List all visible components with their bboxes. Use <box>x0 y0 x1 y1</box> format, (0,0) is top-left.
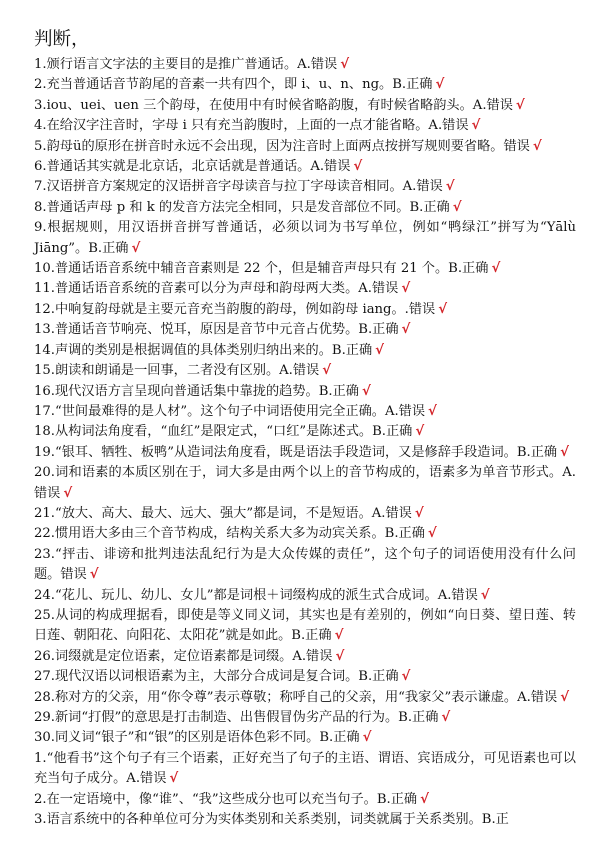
question-text: 5.韵母ü的原形在拼音时永远不会出现，因为注音时上面两点按拼写规则要省略。错误 <box>34 138 530 154</box>
check-mark-icon: √ <box>560 689 570 705</box>
question-text: 2.在一定语境中，像“谁”、“我”这些成分也可以充当句子。B.正确 <box>34 791 418 807</box>
question-item <box>34 259 576 279</box>
question-item <box>34 157 576 177</box>
question-text: 19.“银耳、牺牲、板鸭”从造词法角度看，既是语法手段造词，又是修辞手段造词。B.正确 <box>34 444 558 460</box>
check-mark-icon: √ <box>515 97 525 113</box>
question-item <box>34 708 576 728</box>
question-text: 29.新词“打假”的意思是打击制造、出售假冒伪劣产品的行为。B.正确 <box>34 710 439 725</box>
question-item <box>34 606 576 647</box>
check-mark-icon: √ <box>401 322 411 338</box>
question-list <box>34 55 576 830</box>
check-mark-icon: √ <box>414 505 424 521</box>
question-text: 9.根据规则，用汉语拼音拼写普通话，必须以词为书写单位，例如“鸭绿江”拼写为“Yālù Jiāng”。B.正确 <box>34 220 576 256</box>
question-item <box>34 647 576 667</box>
question-item <box>34 586 576 606</box>
question-item <box>34 422 576 442</box>
check-mark-icon: √ <box>362 730 372 746</box>
check-mark-icon: √ <box>560 444 569 460</box>
check-mark-icon: √ <box>63 485 73 501</box>
question-item <box>34 504 576 524</box>
question-text: 28.称对方的父亲，用“你令尊”表示尊敬；称呼自己的父亲，用“我家父”表示谦虚。A.错误 <box>34 689 558 705</box>
check-mark-icon: √ <box>131 240 141 256</box>
check-mark-icon: √ <box>438 301 448 317</box>
question-item <box>34 361 576 381</box>
question-text: 26.词缀就是定位语素，定位语素都是词缀。A.错误 <box>34 648 333 664</box>
question-text: 8.普通话声母 p 和 k 的发音方法完全相同，只是发音部位不同。B.正确 <box>34 199 450 215</box>
check-mark-icon: √ <box>441 710 451 725</box>
check-mark-icon: √ <box>334 628 344 644</box>
question-text: 1.“他看书”这个句子有三个语素，正好充当了句子的主语、谓语、宾语成分，可见语素也可以充当句子成分。A.错误 <box>34 750 576 787</box>
question-text: 20.词和语素的本质区别在于，词大多是由两个以上的音节构成的，语素多为单音节形式。A.错误 <box>34 465 576 501</box>
question-text: 15.朗读和朗诵是一回事，二者没有区别。A.错误 <box>34 363 320 379</box>
question-item <box>34 279 576 299</box>
check-mark-icon: √ <box>471 118 481 134</box>
question-item <box>34 443 576 463</box>
question-item <box>34 300 576 320</box>
check-mark-icon: √ <box>435 77 445 93</box>
check-mark-icon: √ <box>491 261 501 277</box>
check-mark-icon: √ <box>427 526 437 542</box>
question-item <box>34 137 576 157</box>
check-mark-icon: √ <box>335 648 345 664</box>
question-text: 11.普通话语音系统的音素可以分为声母和韵母两大类。A.错误 <box>34 281 399 297</box>
question-text: 6.普通话其实就是北京话，北京话就是普通话。A.错误 <box>34 159 351 175</box>
question-text: 7.汉语拼音方案规定的汉语拼音字母读音与拉丁字母读音相同。A.错误 <box>34 179 443 195</box>
question-item <box>34 524 576 544</box>
section-title: 判断， <box>34 29 90 50</box>
question-text: 10.普通话语音系统中辅音音素则是 22 个，但是辅音声母只有 21 个。B.正确 <box>34 261 489 277</box>
question-item <box>34 218 576 259</box>
check-mark-icon: √ <box>361 383 371 399</box>
check-mark-icon: √ <box>401 281 411 297</box>
question-text: 3.iou、uei、uen 三个韵母，在使用中有时候省略韵腹，有时候省略韵头。A.错误 <box>34 97 513 113</box>
question-text: 24.“花儿、玩儿、幼儿、女儿”都是词根＋词缀构成的派生式合成词。A.错误 <box>34 587 478 603</box>
question-text: 14.声调的类别是根据调值的具体类别归纳出来的。B.正确 <box>34 342 373 358</box>
question-item <box>34 75 576 95</box>
question-text: 18.从构词法角度看，“血红”是限定式，“口红”是陈述式。B.正确 <box>34 424 413 440</box>
question-item <box>34 667 576 687</box>
question-item <box>34 545 576 586</box>
question-text: 27.现代汉语以词根语素为主，大部分合成词是复合词。B.正确 <box>34 669 399 685</box>
check-mark-icon: √ <box>428 403 437 419</box>
check-mark-icon: √ <box>452 199 462 215</box>
check-mark-icon: √ <box>401 669 411 685</box>
check-mark-icon: √ <box>353 159 363 175</box>
question-text: 30.同义词“银子”和“银”的区别是语体色彩不同。B.正确 <box>34 730 360 746</box>
question-item <box>34 320 576 340</box>
check-mark-icon: √ <box>322 363 332 379</box>
question-item <box>34 463 576 504</box>
question-text: 3.语言系统中的各种单位可分为实体类别和关系类别，词类就属于关系类别。B.正 <box>34 812 509 828</box>
question-item <box>34 382 576 402</box>
question-item <box>34 341 576 361</box>
question-text: 17.“世间最难得的是人材”。这个句子中词语使用完全正确。A.错误 <box>34 403 426 419</box>
question-text: 2.充当普通话音节韵尾的音素一共有四个，即 i、u、n、ng。B.正确 <box>34 77 433 93</box>
check-mark-icon: √ <box>375 342 384 358</box>
question-item <box>34 728 576 748</box>
question-text: 16.现代汉语方言呈现向普通话集中靠拢的趋势。B.正确 <box>34 383 359 399</box>
question-item <box>34 55 576 75</box>
question-item <box>34 749 576 790</box>
question-item <box>34 790 576 810</box>
question-item <box>34 810 576 830</box>
check-mark-icon: √ <box>480 587 490 603</box>
question-item <box>34 177 576 197</box>
question-text: 23.“抨击、诽谤和批判违法乱纪行为是大众传媒的责任”，这个句子的词语使用没有什么问题。错误 <box>34 546 576 583</box>
question-item <box>34 96 576 116</box>
question-text: 4.在给汉字注音时，字母 i 只有充当韵腹时，上面的一点才能省略。A.错误 <box>34 118 469 134</box>
question-text: 1.颁行语言文字法的主要目的是推广普通话。A.错误 <box>34 57 338 72</box>
question-item <box>34 116 576 136</box>
check-mark-icon: √ <box>415 424 425 440</box>
question-text: 21.“放大、高大、最大、远大、强大”都是词，不是短语。A.错误 <box>34 505 412 521</box>
check-mark-icon: √ <box>445 179 455 195</box>
check-mark-icon: √ <box>532 138 542 154</box>
check-mark-icon: √ <box>89 567 99 583</box>
check-mark-icon: √ <box>340 57 350 72</box>
question-item <box>34 688 576 708</box>
question-text: 25.从词的构成理据看，即使是等义同义词，其实也是有差别的，例如“向日葵、望日莲、转日莲、朝阳花、向阳花、太阳花”就是如此。B.正确 <box>34 607 576 644</box>
question-item <box>34 402 576 422</box>
question-item <box>34 198 576 218</box>
question-text: 12.中响复韵母就是主要元音充当韵腹的韵母，例如韵母 iang。.错误 <box>34 301 436 317</box>
question-text: 13.普通话音节响亮、悦耳，原因是音节中元音占优势。B.正确 <box>34 322 399 338</box>
check-mark-icon: √ <box>420 791 429 807</box>
question-text: 22.惯用语大多由三个音节构成，结构关系大多为动宾关系。B.正确 <box>34 526 425 542</box>
check-mark-icon: √ <box>169 771 179 787</box>
